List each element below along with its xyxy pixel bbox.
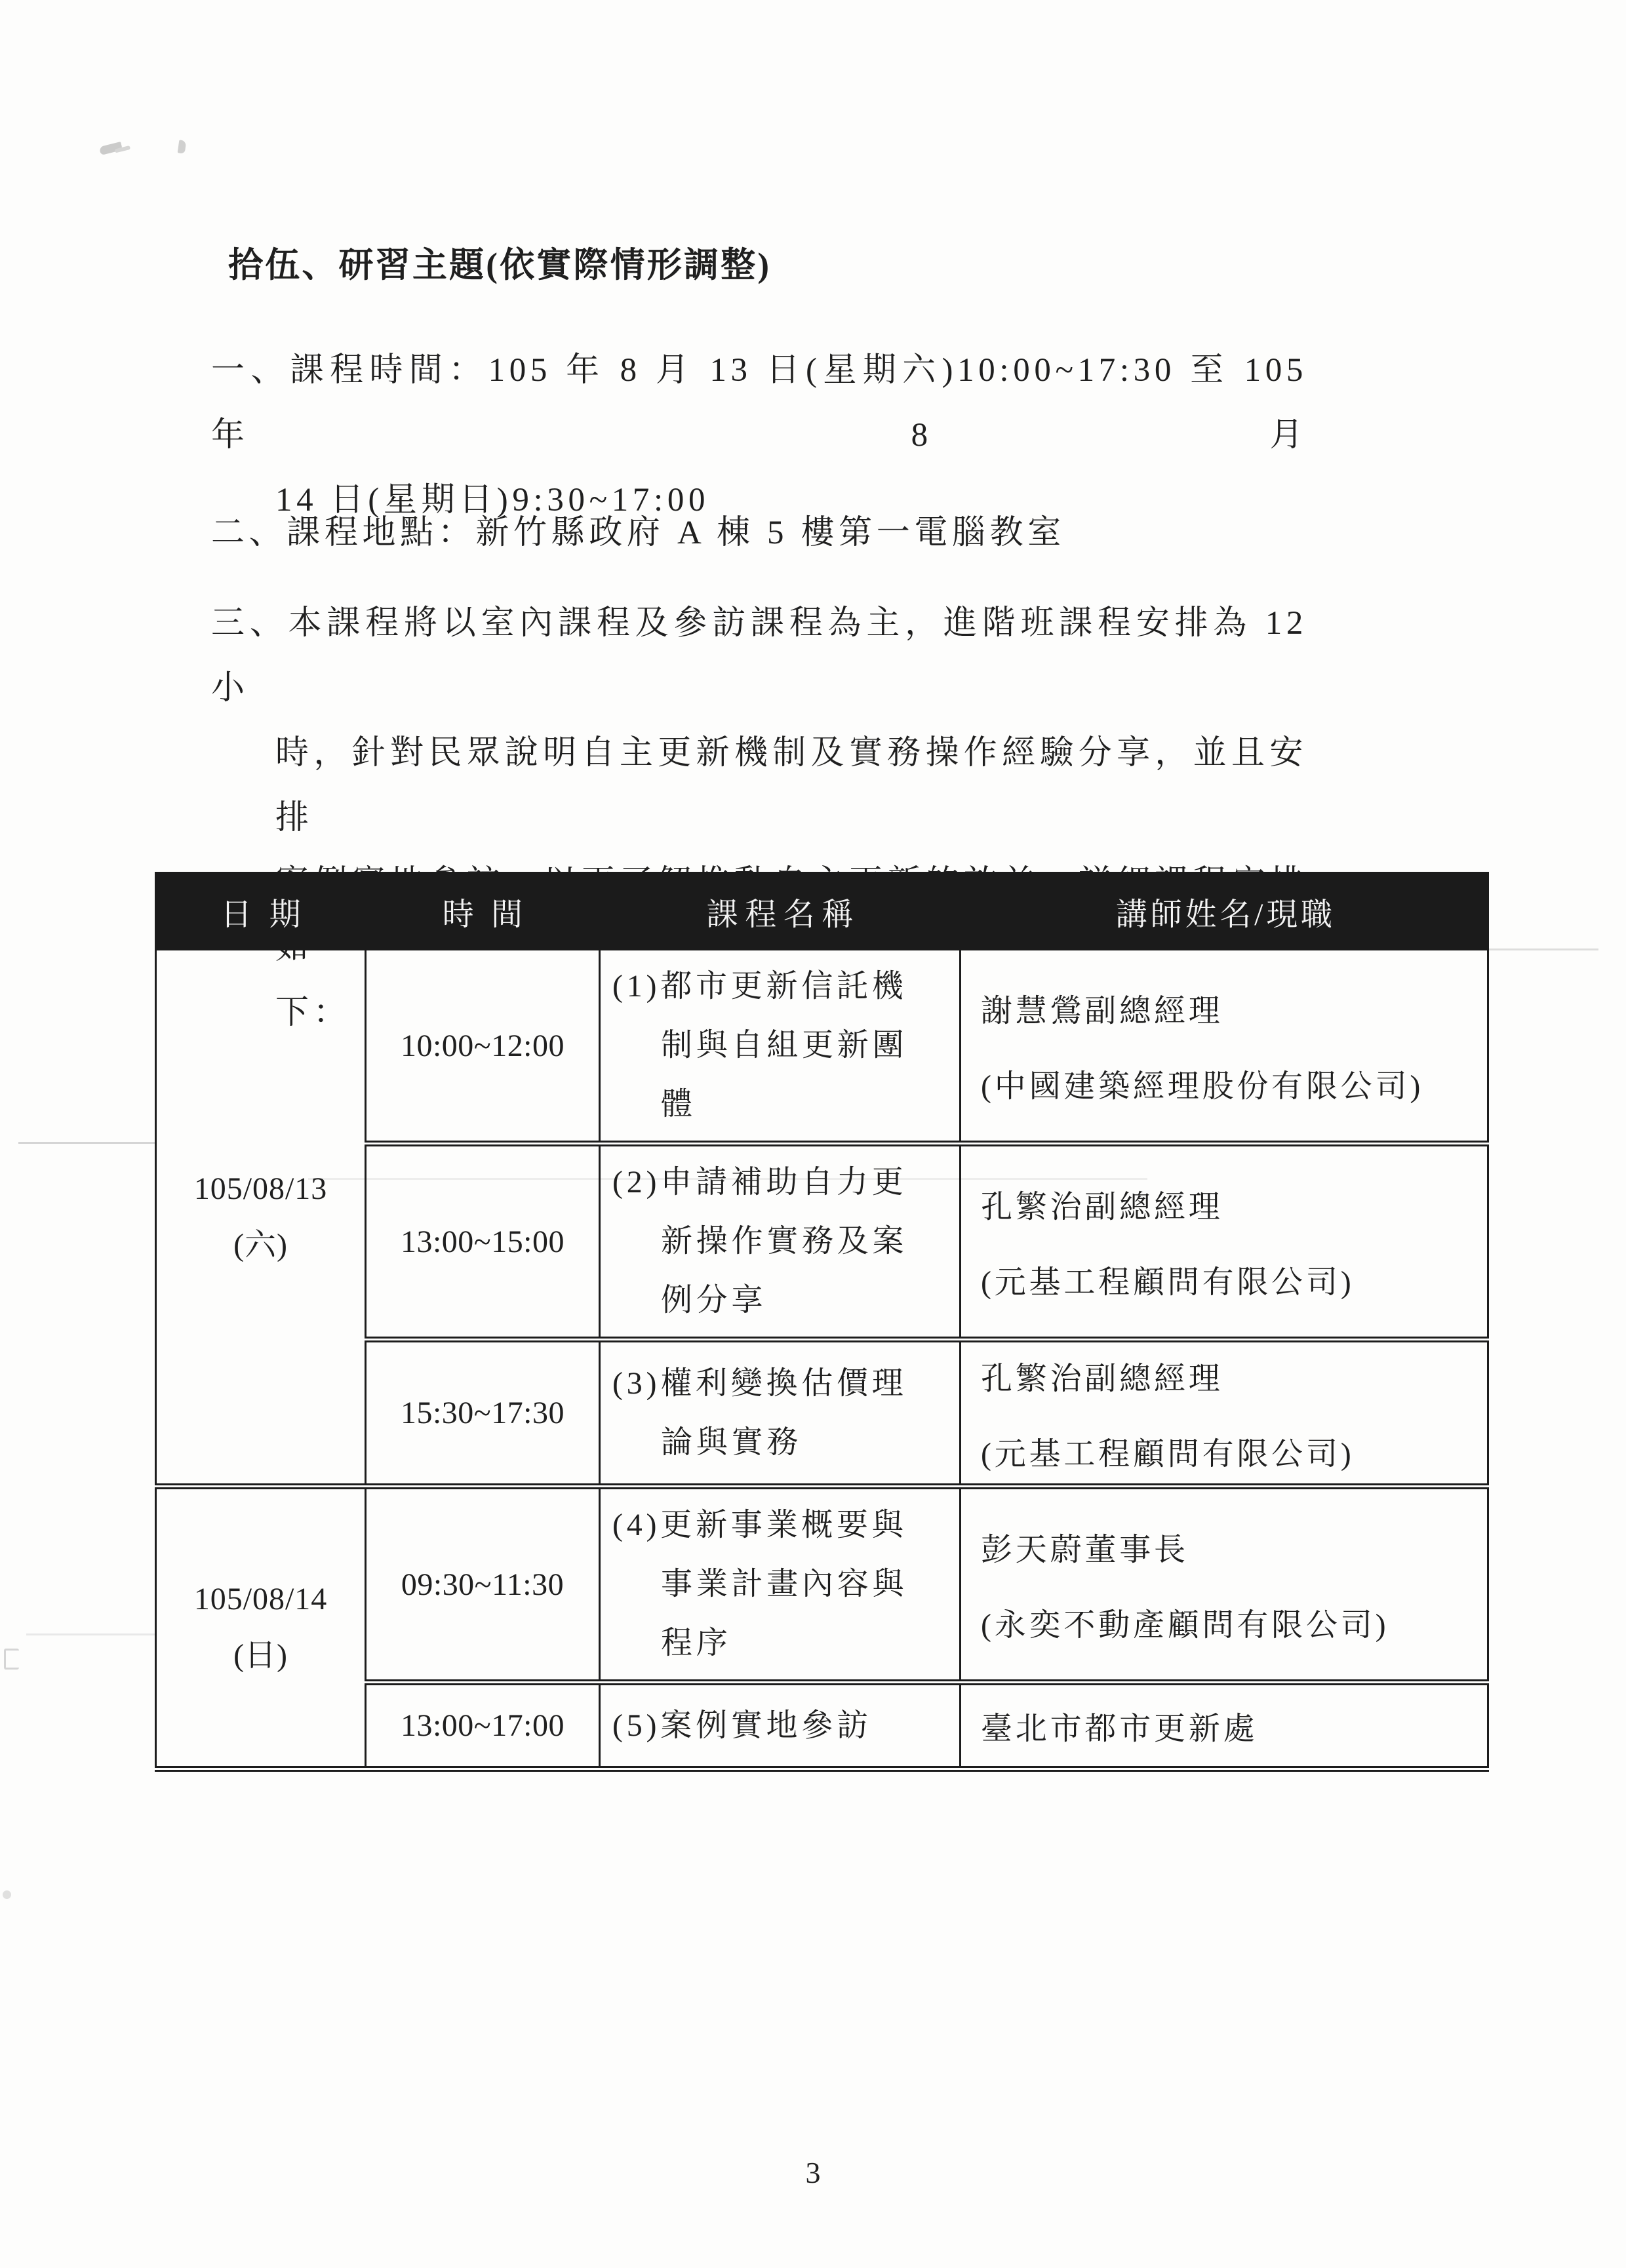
course-line: (5)案例實地參訪 (612, 1708, 872, 1743)
course-line: 體 (661, 1087, 696, 1122)
course-line: (2)申請補助自力更 (612, 1165, 907, 1200)
lecturer-cell (961, 1487, 1488, 1683)
table-row (156, 1487, 1488, 1683)
time-cell: 13:00~17:00 (366, 1683, 600, 1769)
course-cell (600, 1144, 961, 1340)
lecturer-cell (961, 1144, 1488, 1340)
lecturer-cell (961, 1683, 1488, 1769)
course-line: 新操作實務及案 (661, 1224, 908, 1259)
lecturer-name: 彭天蔚董事長 (981, 1533, 1189, 1567)
text-line: 14 日(星期日)9:30~17:00 (275, 482, 710, 518)
date-value: 105/08/14 (193, 1582, 328, 1616)
text-line: 下： (275, 994, 351, 1031)
course-line: 例分享 (661, 1283, 767, 1318)
table-row (156, 950, 1488, 1144)
weekday-value: (六) (233, 1227, 288, 1262)
text-line: 三、本課程將以室內課程及參訪課程為主，進階班課程安排為 12 小 (211, 605, 1307, 707)
course-cell (600, 1487, 961, 1683)
scan-streak-artifact (26, 1633, 155, 1635)
column-header-time: 時間 (366, 873, 600, 950)
course-line: 制與自組更新團 (661, 1028, 908, 1063)
lecturer-org: (元基工程顧問有限公司) (981, 1265, 1355, 1300)
course-cell (600, 950, 961, 1144)
text-line: 一、課程時間：105 年 8 月 13 日(星期六)10:00~17:30 至 105 年 8 月 (211, 352, 1307, 454)
course-line: (3)權利變換估價理 (612, 1365, 907, 1401)
time-cell: 09:30~11:30 (366, 1487, 600, 1683)
scan-smudge-artifact (99, 142, 123, 155)
column-header-lecturer: 講師姓名/現職 (961, 873, 1488, 950)
course-schedule-table (155, 872, 1489, 1772)
section-heading: 拾伍、研習主題(依實際情形調整) (228, 246, 772, 284)
time-cell: 13:00~15:00 (366, 1144, 600, 1340)
lecturer-org: (永奕不動產顧問有限公司) (981, 1608, 1389, 1643)
list-item-course-location (211, 501, 1307, 566)
weekday-value: (日) (233, 1638, 288, 1673)
lecturer-cell (961, 950, 1488, 1144)
course-line: 程序 (661, 1626, 732, 1660)
scan-smudge-artifact (178, 140, 187, 153)
course-cell (600, 1683, 961, 1769)
time-cell: 10:00~12:00 (366, 950, 600, 1144)
text-line: 二、課程地點：新竹縣政府 A 棟 5 樓第一電腦教室 (211, 515, 1065, 551)
scan-streak-artifact (1488, 948, 1598, 950)
lecturer-cell (961, 1340, 1488, 1487)
lecturer-name: 孔繁治副總經理 (981, 1361, 1223, 1396)
column-header-course: 課程名稱 (600, 873, 961, 950)
text-line: 時，針對民眾說明自主更新機制及實務操作經驗分享，並且安排 (275, 735, 1307, 836)
course-line: 論與實務 (661, 1424, 803, 1460)
lecturer-name: 謝慧鶯副總經理 (981, 994, 1223, 1028)
course-line: (1)都市更新信託機 (612, 969, 907, 1004)
course-line: (4)更新事業概要與 (612, 1508, 907, 1542)
course-line: 事業計畫內容與 (661, 1567, 908, 1601)
scan-streak-artifact (18, 1142, 155, 1144)
lecturer-org: 臺北市都市更新處 (981, 1711, 1258, 1746)
table-header-row (156, 873, 1488, 950)
scan-edge-artifact (3, 1890, 11, 1899)
date-value: 105/08/13 (193, 1171, 328, 1206)
time-cell: 15:30~17:30 (366, 1340, 600, 1487)
course-cell (600, 1340, 961, 1487)
scan-edge-artifact (4, 1649, 19, 1670)
lecturer-name: 孔繁治副總經理 (981, 1190, 1223, 1224)
lecturer-org: (中國建築經理股份有限公司) (981, 1069, 1424, 1104)
date-cell (156, 1487, 366, 1769)
date-cell (156, 950, 366, 1487)
column-header-date: 日期 (156, 873, 366, 950)
page-number: 3 (805, 2156, 821, 2189)
lecturer-org: (元基工程顧問有限公司) (981, 1436, 1355, 1472)
